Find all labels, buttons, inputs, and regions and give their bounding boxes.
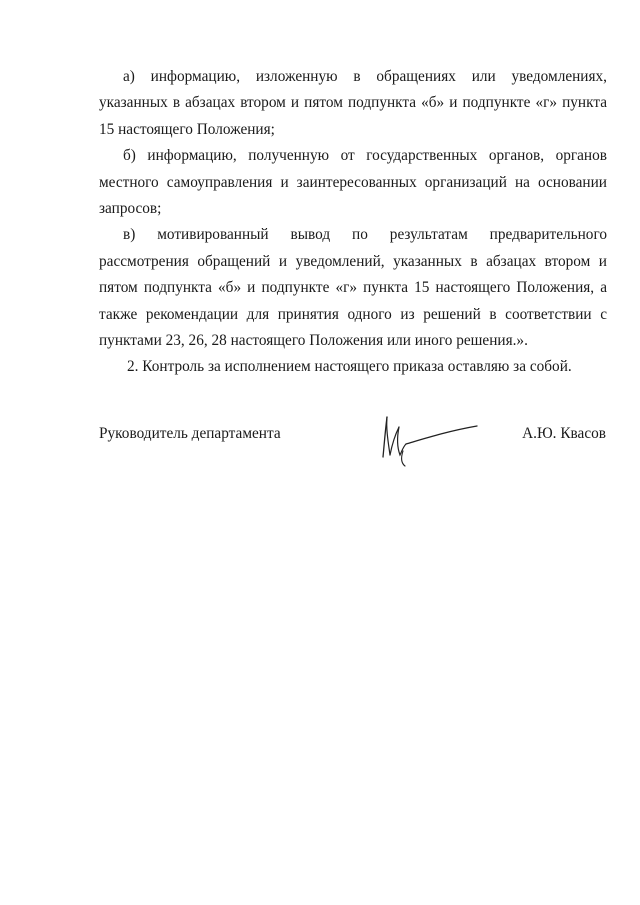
paragraph-item-b: б) информацию, полученную от государственных органов, органов местного самоуправления и заинтересованных организаций на основании запросов;	[99, 147, 607, 218]
paragraph-control-clause: 2. Контроль за исполнением настоящего приказа оставляю за собой.	[127, 358, 572, 376]
signature-block	[99, 425, 607, 465]
paragraph-item-v: в) мотивированный вывод по результатам предварительного рассмотрения обращений и уведомлений, указанных в абзацах втором и пятом подпункта «б» и подпункте «г» пункта 15 настоящего Положения, а также рекомендации для принятия одного из решений в соответствии с пунктами 23, 26, 28 настоящего Положения или иного решения.».	[99, 226, 607, 350]
signer-name: А.Ю. Квасов	[522, 425, 606, 442]
signer-position: Руководитель департамента	[99, 425, 281, 442]
paragraph-item-a: а) информацию, изложенную в обращениях или уведомлениях, указанных в абзацах втором и пятом подпункта «б» и подпункте «г» пункта 15 настоящего Положения;	[99, 68, 607, 138]
handwritten-signature	[373, 411, 483, 467]
document-body	[99, 64, 607, 381]
